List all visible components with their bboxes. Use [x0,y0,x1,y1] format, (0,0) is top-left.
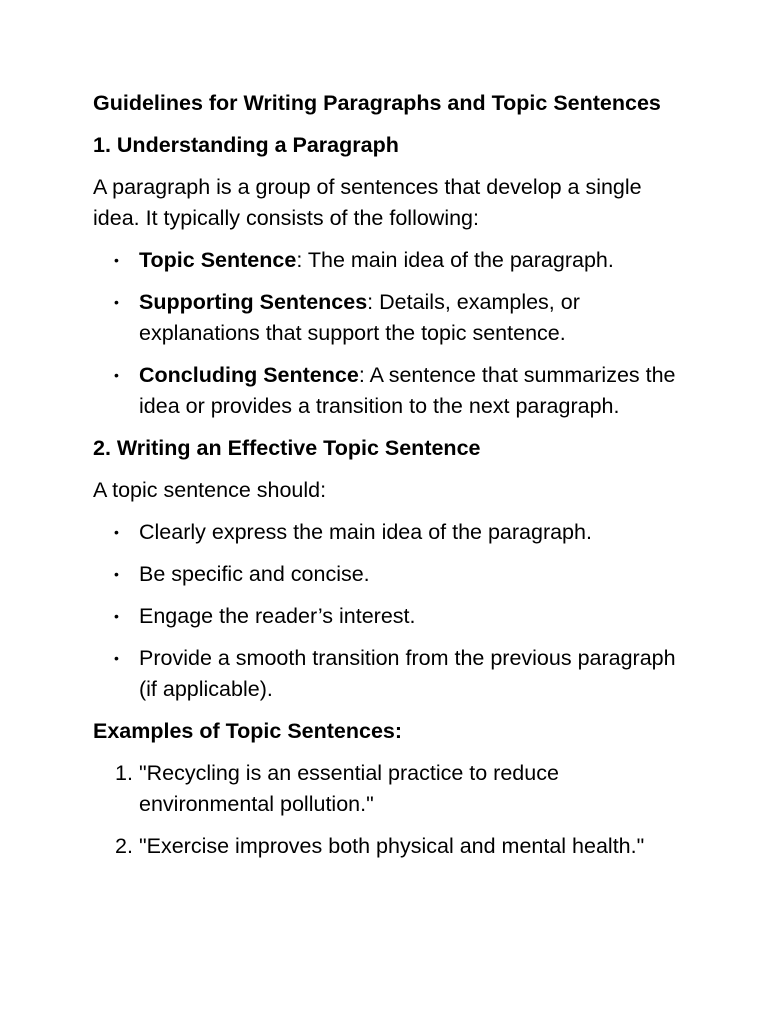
list-item-text: Engage the reader’s interest. [139,604,416,628]
term-description: : A sentence that summarizes the idea or provides a transition to the next paragraph. [139,363,676,418]
bullet-icon: • [114,524,119,540]
example-text: "Recycling is an essential practice to reduce environmental pollution." [139,761,559,816]
term-description: : Details, examples, or explanations that support the topic sentence. [139,290,580,345]
list-item [93,517,693,548]
list-item-text: Be specific and concise. [139,562,370,586]
section-2-heading: 2. Writing an Effective Topic Sentence [93,436,481,460]
bullet-icon: • [114,566,119,582]
bullet-icon: • [114,252,119,268]
list-item-text: Provide a smooth transition from the previous paragraph (if applicable). [139,646,676,701]
list-item-text: Clearly express the main idea of the paragraph. [139,520,592,544]
section-2-intro: A topic sentence should: [93,478,327,502]
section-1-heading: 1. Understanding a Paragraph [93,133,399,157]
list-item [93,831,693,862]
bullet-icon: • [114,608,119,624]
term-concluding-sentence: Concluding Sentence [139,363,359,387]
examples-list [93,758,693,862]
list-number: 1. [115,761,133,785]
bullet-icon: • [114,367,119,383]
list-item [93,245,693,276]
term-supporting-sentences: Supporting Sentences [139,290,368,314]
example-text: "Exercise improves both physical and mental health." [139,834,645,858]
list-item [93,287,693,349]
examples-heading: Examples of Topic Sentences: [93,719,403,743]
list-item [93,601,693,632]
paragraph-parts-list [93,245,693,422]
document-title: Guidelines for Writing Paragraphs and Topic Sentences [93,91,661,115]
list-item [93,559,693,590]
term-description: : The main idea of the paragraph. [296,248,614,272]
bullet-icon: • [114,650,119,666]
list-number: 2. [115,834,133,858]
topic-sentence-criteria-list [93,517,693,705]
term-topic-sentence: Topic Sentence [139,248,297,272]
bullet-icon: • [114,294,119,310]
document-page [93,88,693,873]
list-item [93,643,693,705]
section-1-intro: A paragraph is a group of sentences that develop a single idea. It typically consists of the following: [93,175,642,230]
list-item [93,360,693,422]
list-item [93,758,693,820]
